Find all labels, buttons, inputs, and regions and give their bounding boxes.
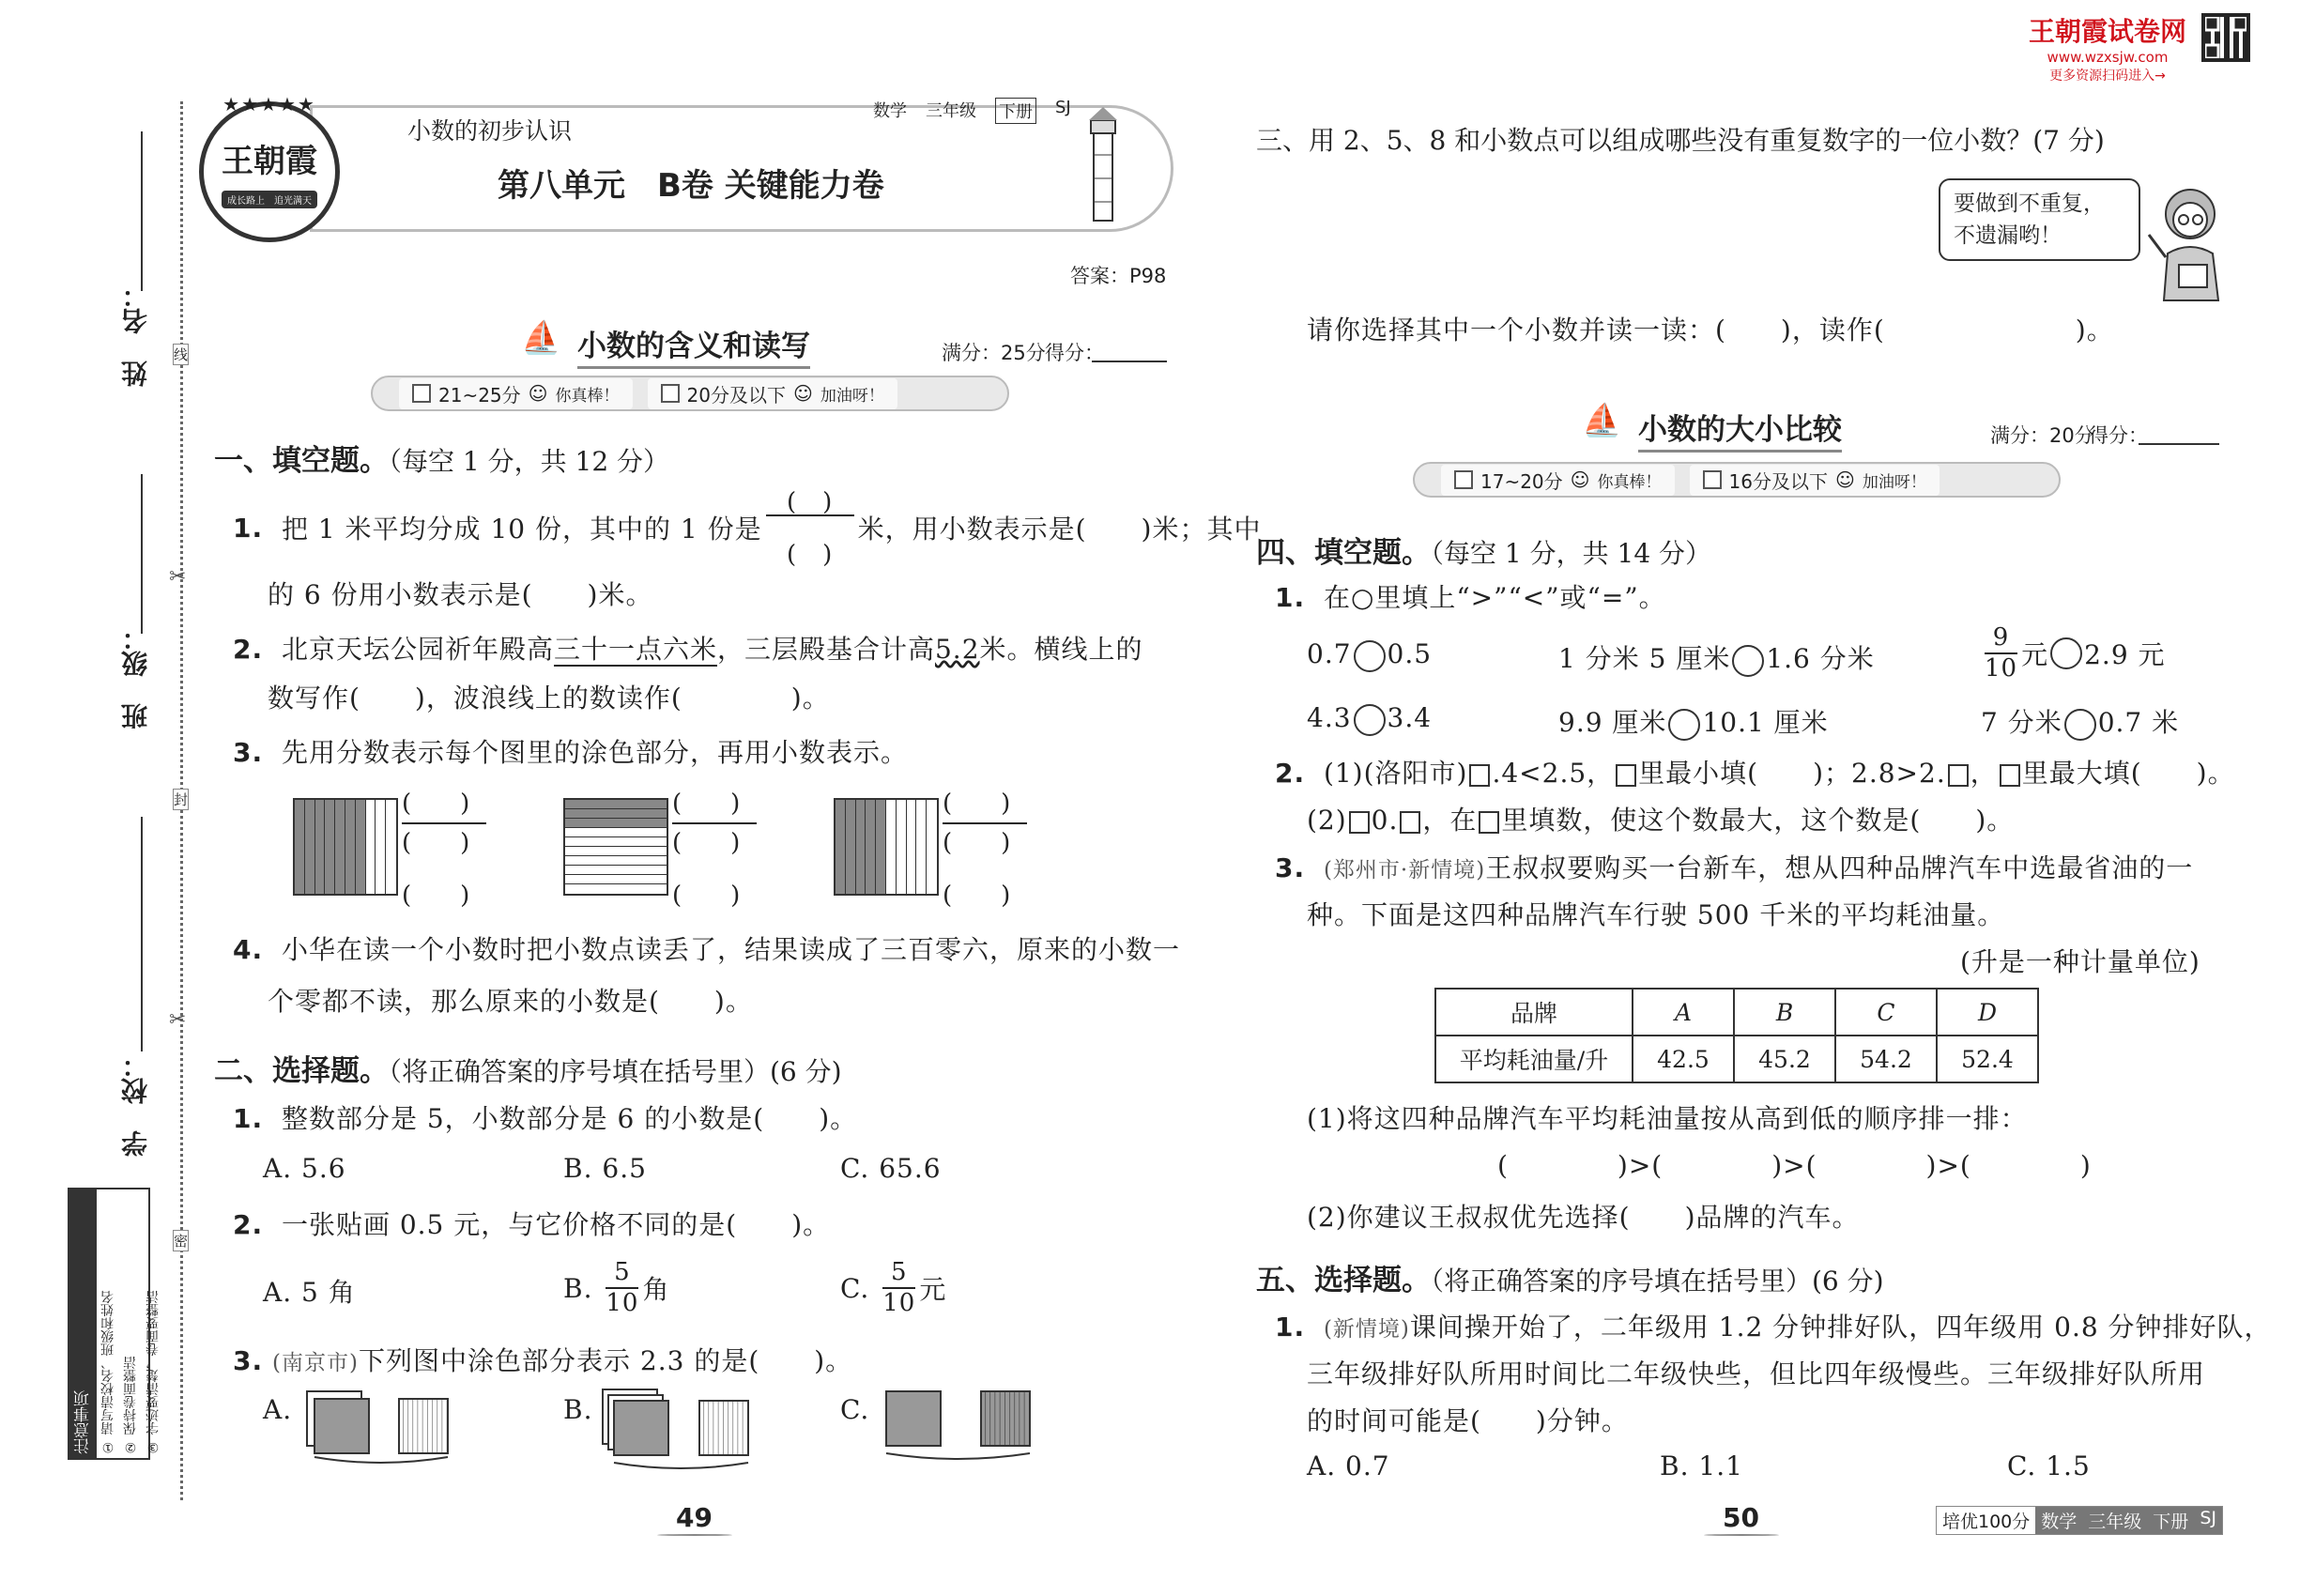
checkbox[interactable] (1454, 470, 1473, 489)
sailboat-icon: ⛵ (521, 319, 561, 357)
q-number: 2. (233, 1209, 264, 1240)
p1-q3-text: 先用分数表示每个图里的涂色部分，再用小数表示。 (281, 737, 908, 768)
part5-title (1256, 1256, 1884, 1298)
p4-q3-line1 (1275, 848, 2193, 885)
p5-q1-line1 (1275, 1307, 2272, 1344)
compare-left: 9.9 厘米 (1558, 707, 1667, 738)
digit-box[interactable] (1469, 764, 1490, 787)
sec1-rating-bar (371, 376, 1009, 411)
table-header-cell: A (1633, 989, 1734, 1036)
unit: 角 (642, 1274, 670, 1306)
part2-title (214, 1047, 842, 1089)
p4-q2-text-h: ，在 (1422, 805, 1478, 836)
rating-a-range: 17~20分 (1480, 469, 1563, 493)
table-cell: 52.4 (1937, 1036, 2038, 1082)
option-a-figure (305, 1389, 455, 1468)
p4-q2-label-2: (2) (1307, 805, 1347, 836)
p2-q2-opt-a[interactable]: A. 5 角 (263, 1277, 356, 1308)
region-tag: (郑州市·新情境) (1323, 858, 1486, 882)
digit-box[interactable] (1616, 764, 1636, 787)
compare-left: 4.3 (1307, 702, 1352, 733)
p1-q2-text-a: 北京天坛公园祈年殿高 (281, 634, 554, 665)
chapter-name: 小数的初步认识 (407, 117, 573, 145)
answer-blanks-1[interactable]: ( ) ( ) ( ) (402, 785, 486, 914)
p4-q3-line2: 种。下面是这四种品牌汽车行驶 500 千米的平均耗油量。 (1307, 899, 2005, 930)
digit-box[interactable] (2000, 764, 2020, 787)
p5-q1-line3: 的时间可能是( )分钟。 (1307, 1405, 1629, 1436)
region-tag: (南京市) (272, 1351, 359, 1375)
p2-q3-opt-c[interactable]: C. (840, 1394, 870, 1425)
sec2-rating-bar (1413, 462, 2061, 498)
blank-fraction[interactable]: ( ) ( ) (766, 488, 854, 567)
bubble-line-2: 不遗漏哟！ (1954, 223, 2062, 248)
compare-right: 3.4 (1387, 702, 1433, 733)
brand-logo (2018, 11, 2197, 84)
p4-q1-text: 在○里填上“>”“<”或“=”。 (1323, 582, 1666, 613)
compare-6[interactable] (1981, 702, 2179, 741)
rating-a (399, 378, 633, 409)
part5-heading: 五、选择题。 (1256, 1264, 1431, 1297)
denominator: 10 (882, 1289, 916, 1318)
p1-q1-line2: 的 6 份用小数表示是( )米。 (268, 579, 653, 610)
p1-q2-underlined: 三十一点六米 (553, 634, 717, 665)
p1-q2-line2: 数写作( )，波浪线上的数读作( )。 (268, 683, 830, 714)
rating-b (1690, 465, 1940, 496)
p5-q1-text-a: 课间操开始了，二年级用 1.2 分钟排好队，四年级用 0.8 分钟排好队， (1409, 1312, 2272, 1343)
p4-q2-text-e: 里最大填( )。 (2021, 758, 2235, 789)
fraction (1985, 623, 2017, 683)
table-cell: 54.2 (1835, 1036, 1937, 1082)
region-tag: (新情境) (1323, 1317, 1410, 1342)
answer-ref: 答案：P98 (1070, 265, 1167, 287)
class-line (141, 474, 143, 634)
q-number: 1. (1275, 1312, 1306, 1343)
p4-q3-order-blanks[interactable]: ( )>( )>( )>( ) (1497, 1150, 2092, 1181)
p4-q3-text-a: 王叔叔要购买一台新车，想从四种品牌汽车中选最省油的一 (1485, 852, 2194, 883)
numerator: 5 (614, 1258, 631, 1286)
p1-q2-wavy: 5.2 (934, 634, 980, 665)
part4-title (1256, 529, 1711, 571)
table-row (1435, 1036, 2038, 1082)
part1-note: （每空 1 分，共 12 分） (389, 446, 670, 477)
teacher-icon (2145, 178, 2239, 314)
compare-left: 0.7 (1307, 638, 1352, 669)
answer-blanks-2[interactable]: ( ) ( ) ( ) (672, 785, 757, 914)
rating-b (648, 378, 897, 409)
notes-title: 注意事项 (69, 1189, 97, 1458)
brand-name: 王朝霞试卷网 (2028, 16, 2186, 47)
compare-right: 0.5 (1387, 638, 1433, 669)
rating-b-range: 16分及以下 (1728, 469, 1828, 493)
series-volume: 下册 (2147, 1507, 2194, 1534)
meta-grade: 三年级 (926, 101, 976, 121)
rating-a-range: 21~25分 (438, 383, 521, 407)
series-subject: 数学 (2035, 1507, 2082, 1534)
name-line (141, 131, 143, 291)
meta-edition: SJ (1055, 98, 1071, 117)
compare-left: 1 分米 5 厘米 (1558, 643, 1731, 674)
table-header-cell: B (1734, 989, 1835, 1036)
cheer-icon: ☺ (1834, 468, 1855, 491)
page-title: 第八单元 B卷 关键能力卷 (498, 167, 884, 205)
sec2-full-score: 满分：20分 (1990, 424, 2094, 447)
compare-right: 2.9 元 (2084, 639, 2166, 671)
p4-q2-tag: (1)(洛阳市) (1323, 758, 1468, 789)
p5-opt-a[interactable]: A. 0.7 (1307, 1450, 1390, 1481)
unit: 元 (919, 1274, 947, 1306)
notes-item-1: ① 请写清校名、班级和姓名 (100, 1290, 115, 1454)
digit-box[interactable] (1349, 811, 1370, 834)
p2-q1-opt-a[interactable]: A. 5.6 (263, 1153, 346, 1184)
compare-3[interactable] (1981, 623, 2166, 683)
logo-text: 王朝霞 (222, 143, 317, 180)
rating-a-tip: 你真棒！ (1597, 472, 1662, 492)
q-number: 3. (233, 1345, 264, 1376)
p2-q1 (233, 1098, 857, 1136)
answer-blanks-3[interactable]: ( ) ( ) ( ) (943, 785, 1027, 914)
p4-q3-sub1: (1)将这四种品牌汽车平均耗油量按从高到低的顺序排一排： (1307, 1103, 2028, 1134)
table-cell: 42.5 (1633, 1036, 1734, 1082)
numerator: 5 (891, 1258, 908, 1286)
q-number: 1. (233, 1103, 264, 1134)
class-label: 班 级： (120, 624, 151, 729)
rating-a-tip: 你真棒！ (555, 386, 620, 406)
rating-b-range: 20分及以下 (686, 383, 786, 407)
smile-icon: ☺ (528, 382, 548, 405)
p5-opt-b[interactable]: B. 1.1 (1660, 1450, 1743, 1481)
compare-1[interactable] (1307, 638, 1432, 672)
table-row-label: 平均耗油量/升 (1435, 1036, 1633, 1082)
rating-a (1441, 465, 1675, 496)
bubble-line-1: 要做到不重复， (1954, 192, 2105, 216)
shaded-grid-2 (563, 798, 668, 896)
section-title-1: 小数的含义和读写 (577, 322, 810, 369)
p4-q2-text-i: 里填数，使这个数最大，这个数是( )。 (1501, 805, 2015, 836)
denominator: 10 (1985, 654, 2018, 683)
part1-title (214, 437, 669, 479)
p4-q2-text-b: .4<2.5， (1492, 758, 1615, 789)
p2-q1-opt-b[interactable]: B. 6.5 (563, 1153, 647, 1184)
brand-url: www.wzxsjw.com (2047, 49, 2169, 66)
table-cell: 45.2 (1734, 1036, 1835, 1082)
scissors-icon: ✂ (169, 1008, 187, 1032)
part3-title: 三、用 2、5、8 和小数点可以组成哪些没有重复数字的一位小数？(7 分) (1256, 125, 2105, 156)
compare-right: 10.1 厘米 (1702, 707, 1829, 738)
p2-q2-opt-c[interactable] (840, 1258, 946, 1318)
sec1-full-score: 满分：25分 (942, 342, 1046, 364)
cut-mark-2: 封 (173, 789, 189, 810)
p4-q2-text-c: 里最小填( )；2.8>2. (1638, 758, 1946, 789)
logo-sub: 成长路上 追光满天 (222, 191, 317, 208)
option-c-figure (882, 1388, 1042, 1476)
denominator: 10 (606, 1289, 639, 1318)
compare-4[interactable] (1307, 702, 1432, 736)
p5-q1-line2: 三年级排好队所用时间比二年级快些，但比四年级慢些。三年级排好队所用 (1307, 1358, 2206, 1389)
p4-q2-line2 (1307, 800, 2014, 837)
scissors-icon: ✂ (169, 565, 187, 589)
p2-q1-opt-c[interactable]: C. 65.6 (840, 1153, 942, 1184)
p1-q2-line1 (233, 629, 1143, 667)
sec2-score-line (2139, 443, 2219, 445)
part4-note: （每空 1 分，共 14 分） (1431, 538, 1712, 569)
series-edition: SJ (2194, 1507, 2222, 1534)
cheer-icon: ☺ (792, 382, 813, 405)
compare-circle[interactable] (1668, 709, 1700, 741)
compare-right: 1.6 分米 (1766, 643, 1875, 674)
digit-box[interactable] (1948, 764, 1969, 787)
part2-note: （将正确答案的序号填在括号里）(6 分) (389, 1056, 842, 1087)
series-grade: 三年级 (2082, 1507, 2147, 1534)
p1-q4-line2: 个零都不读，那么原来的小数是( )。 (268, 986, 753, 1017)
compare-circle[interactable] (1732, 645, 1764, 677)
option-b-figure (601, 1388, 760, 1476)
p5-opt-c[interactable]: C. 1.5 (2007, 1450, 2091, 1481)
page-flourish-right (1704, 1534, 1779, 1536)
checkbox[interactable] (661, 384, 680, 403)
p1-q2-text-e: 米。横线上的 (979, 634, 1143, 665)
sec1-score-label: 得分： (1045, 342, 1104, 364)
p2-q3-text: 下列图中涂色部分表示 2.3 的是( )。 (358, 1345, 853, 1376)
p4-q2-text-d: ， (1970, 758, 1998, 789)
section-title-2: 小数的大小比较 (1638, 406, 1842, 453)
p2-q2-text: 一张贴画 0.5 元，与它价格不同的是( )。 (281, 1209, 831, 1240)
q-number: 3. (1275, 852, 1306, 883)
sec1-score-line (1092, 361, 1167, 362)
p4-q1 (1275, 577, 1666, 615)
school-label: 学 校： (120, 1051, 151, 1157)
p4-q2-line1 (1275, 753, 2235, 790)
page-number-right: 50 (1723, 1502, 1759, 1533)
logo-badge (199, 93, 340, 242)
compare-5[interactable] (1558, 702, 1829, 741)
compare-left-unit: 元 (2021, 639, 2049, 671)
table-header-cell: C (1835, 989, 1937, 1036)
checkbox[interactable] (412, 384, 431, 403)
q-number: 3. (233, 737, 264, 768)
name-label: 姓 名： (120, 282, 151, 387)
p1-q1-line1 (233, 488, 1261, 567)
sec2-score-label: 得分： (2089, 424, 2148, 447)
opt-label: C. (840, 1272, 870, 1304)
table-header-cell: D (1937, 989, 2038, 1036)
part2-heading: 二、选择题。 (214, 1054, 389, 1088)
rating-b-tip: 加油呀！ (820, 386, 884, 406)
q-number: 4. (233, 934, 264, 965)
p4-q3-sub2: (2)你建议王叔叔优先选择( )品牌的汽车。 (1307, 1202, 1860, 1233)
cut-mark-3: 密 (173, 1230, 189, 1251)
compare-left: 7 分米 (1981, 707, 2062, 738)
digit-box[interactable] (1479, 811, 1499, 834)
p4-q3-unit-note: (升是一种计量单位) (1960, 946, 2200, 977)
rating-b-tip: 加油呀！ (1862, 472, 1926, 492)
digit-box[interactable] (1400, 811, 1420, 834)
page-flourish-left (657, 1534, 732, 1536)
fuel-table (1434, 988, 2039, 1083)
brand-tagline: 更多资源扫码进入→ (2049, 69, 2166, 84)
numerator: 9 (1992, 623, 2010, 652)
lighthouse-icon (1080, 103, 1127, 229)
part1-heading: 一、填空题。 (214, 444, 389, 478)
sailboat-icon: ⛵ (1582, 402, 1622, 439)
compare-circle[interactable] (2064, 709, 2096, 741)
p2-q1-text: 整数部分是 5，小数部分是 6 的小数是( )。 (281, 1103, 858, 1134)
meta-subject: 数学 (873, 101, 907, 121)
p2-q3 (233, 1341, 852, 1378)
fraction (606, 1258, 638, 1318)
p2-q3-opt-b[interactable]: B. (563, 1394, 593, 1425)
shaded-grid-1 (293, 798, 398, 896)
q-number: 1. (233, 512, 264, 544)
logo-stars: ★★★★★ (222, 93, 316, 115)
compare-right: 0.7 米 (2097, 707, 2180, 738)
series-name: 培优100分 (1937, 1507, 2035, 1534)
school-line (141, 817, 143, 1051)
p1-q1-text-a: 把 1 米平均分成 10 份，其中的 1 份是 (281, 514, 762, 545)
p2-q2-opt-b[interactable] (563, 1258, 670, 1318)
notes-item-3: ③ 字迹要清楚，卷面要整洁 (146, 1290, 161, 1454)
compare-circle[interactable] (1354, 704, 1386, 736)
compare-2[interactable] (1558, 638, 1875, 677)
p1-q4-line1 (233, 929, 1180, 967)
p1-q4-text-a: 小华在读一个小数时把小数点读丢了，结果读成了三百零六，原来的小数一 (281, 934, 1180, 965)
page-number-left: 49 (676, 1502, 713, 1533)
p1-q3 (233, 732, 908, 770)
shaded-grid-3 (834, 798, 939, 896)
part4-heading: 四、填空题。 (1256, 536, 1431, 570)
compare-circle[interactable] (1354, 640, 1386, 672)
q-number: 1. (1275, 582, 1306, 613)
fraction (882, 1258, 915, 1318)
table-header-row (1435, 989, 2038, 1036)
footer-series (1936, 1506, 2223, 1535)
q-number: 2. (233, 634, 264, 665)
p4-q2-text-g: 0. (1371, 805, 1399, 836)
checkbox[interactable] (1703, 470, 1722, 489)
qr-code-icon (2201, 13, 2250, 62)
compare-circle[interactable] (2050, 637, 2082, 669)
speech-bubble (1939, 178, 2140, 261)
smile-icon: ☺ (1570, 468, 1590, 491)
notes-box (68, 1188, 161, 1460)
header-meta (873, 98, 1071, 124)
p1-q2-text-c: ，三层殿基合计高 (716, 634, 935, 665)
p2-q2 (233, 1205, 830, 1242)
cut-mark-1: 线 (173, 344, 189, 365)
p3-read-line: 请你选择其中一个小数并读一读：( )，读作( )。 (1307, 315, 2114, 345)
q-number: 2. (1275, 758, 1306, 789)
table-header-cell: 品牌 (1435, 989, 1633, 1036)
opt-label: B. (563, 1272, 593, 1304)
notes-item-2: ② 保持卷面整洁 (123, 1356, 138, 1454)
meta-volume: 下册 (995, 98, 1036, 124)
part5-note: （将正确答案的序号填在括号里）(6 分) (1431, 1266, 1884, 1297)
p2-q3-opt-a[interactable]: A. (263, 1394, 293, 1425)
p1-q1-text-b: 米，用小数表示是( )米；其中 (857, 514, 1262, 545)
